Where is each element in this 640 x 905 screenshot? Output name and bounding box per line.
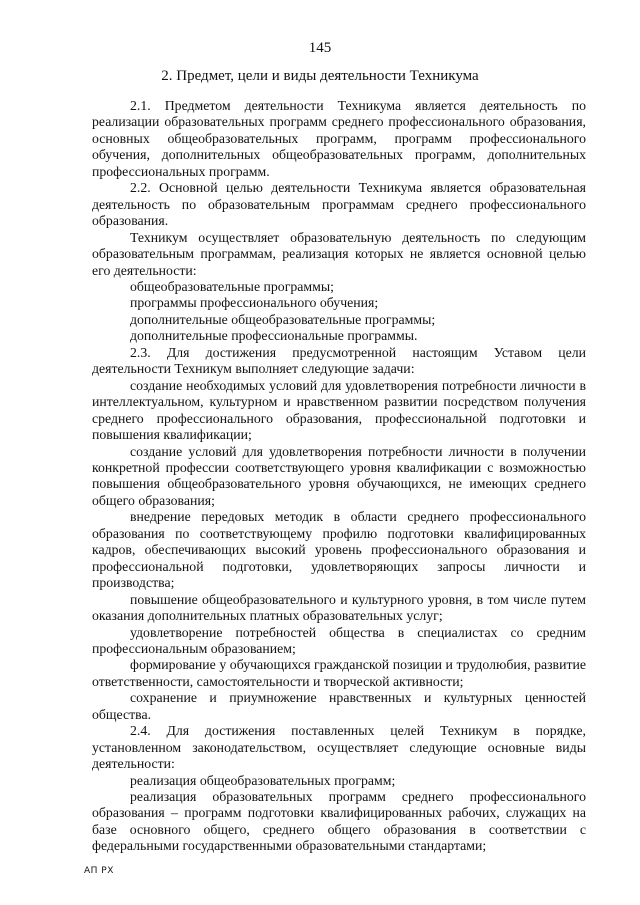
task-item: создание условий для удовлетворения потребности личности в получении конкретной профессии соответствующего уровня квалификации с возможностью повышения общеобразовательного уровня обучающихся, не имеющих среднего общего образования; — [92, 443, 586, 508]
task-item: внедрение передовых методик в области среднего профессионального образования по соответствующему профилю подготовки квалифицированных кадров, обеспечивающих высокий уровень профессионального образования и профессиональной подготовки, удовлетворяющих запросы личности и производства; — [92, 509, 586, 591]
task-item: сохранение и приумножение нравственных и культурных ценностей общества. — [92, 690, 586, 722]
paragraph-2-1: 2.1. Предметом деятельности Техникума является деятельность по реализации образовательных программ среднего профессионального образования, основных общеобразовательных программ, программ профессионального обучения, дополнительных общеобразовательных программ, дополнительных профессиональных программ. — [92, 98, 586, 179]
task-item: удовлетворение потребностей общества в специалистах со средним профессиональным образованием; — [92, 624, 586, 656]
page-number: 145 — [308, 40, 332, 56]
task-item: повышение общеобразовательного и культурного уровня, в том числе путем оказания дополнительных платных образовательных услуг; — [92, 591, 586, 624]
document-body — [92, 98, 586, 855]
task-item: создание необходимых условий для удовлетворения потребности личности в интеллектуальном, культурном и нравственном развитии посредством получения среднего профессионального образования, профессиональной подготовки и повышения квалификации; — [92, 377, 586, 443]
paragraph-2-4: 2.4. Для достижения поставленных целей Техникум в порядке, установленном законодательством, осуществляет следующие основные виды деятельности: — [92, 723, 586, 772]
activity-item: реализация образовательных программ среднего профессионального образования – программ подготовки квалифицированных рабочих, служащих на базе основного общего, среднего общего образования в соответствии с федеральными государственными образовательными стандартами; — [92, 789, 586, 854]
section-heading: 2. Предмет, цели и виды деятельности Техникума — [161, 68, 479, 84]
list-item: дополнительные профессиональные программы. — [130, 328, 418, 344]
list-item: программы профессионального обучения; — [130, 295, 379, 311]
paragraph-2-3: 2.3. Для достижения предусмотренной настоящим Уставом цели деятельности Техникум выполняет следующие задачи: — [92, 344, 586, 377]
list-item: дополнительные общеобразовательные программы; — [130, 311, 436, 327]
task-item: формирование у обучающихся гражданской позиции и трудолюбия, развитие ответственности, самостоятельности и творческой активности; — [92, 657, 586, 689]
list-item: общеобразовательные программы; — [130, 278, 334, 294]
paragraph-2-2: 2.2. Основной целью деятельности Техникума является образовательная деятельность по образовательным программам среднего профессионального образования. — [92, 180, 586, 229]
paragraph-programs-intro: Техникум осуществляет образовательную деятельность по следующим образовательным программам, реализация которых не является основной целью его деятельности: — [92, 229, 586, 278]
activity-item: реализация общеобразовательных программ; — [130, 772, 396, 788]
archive-stamp: АП РХ — [84, 866, 114, 876]
